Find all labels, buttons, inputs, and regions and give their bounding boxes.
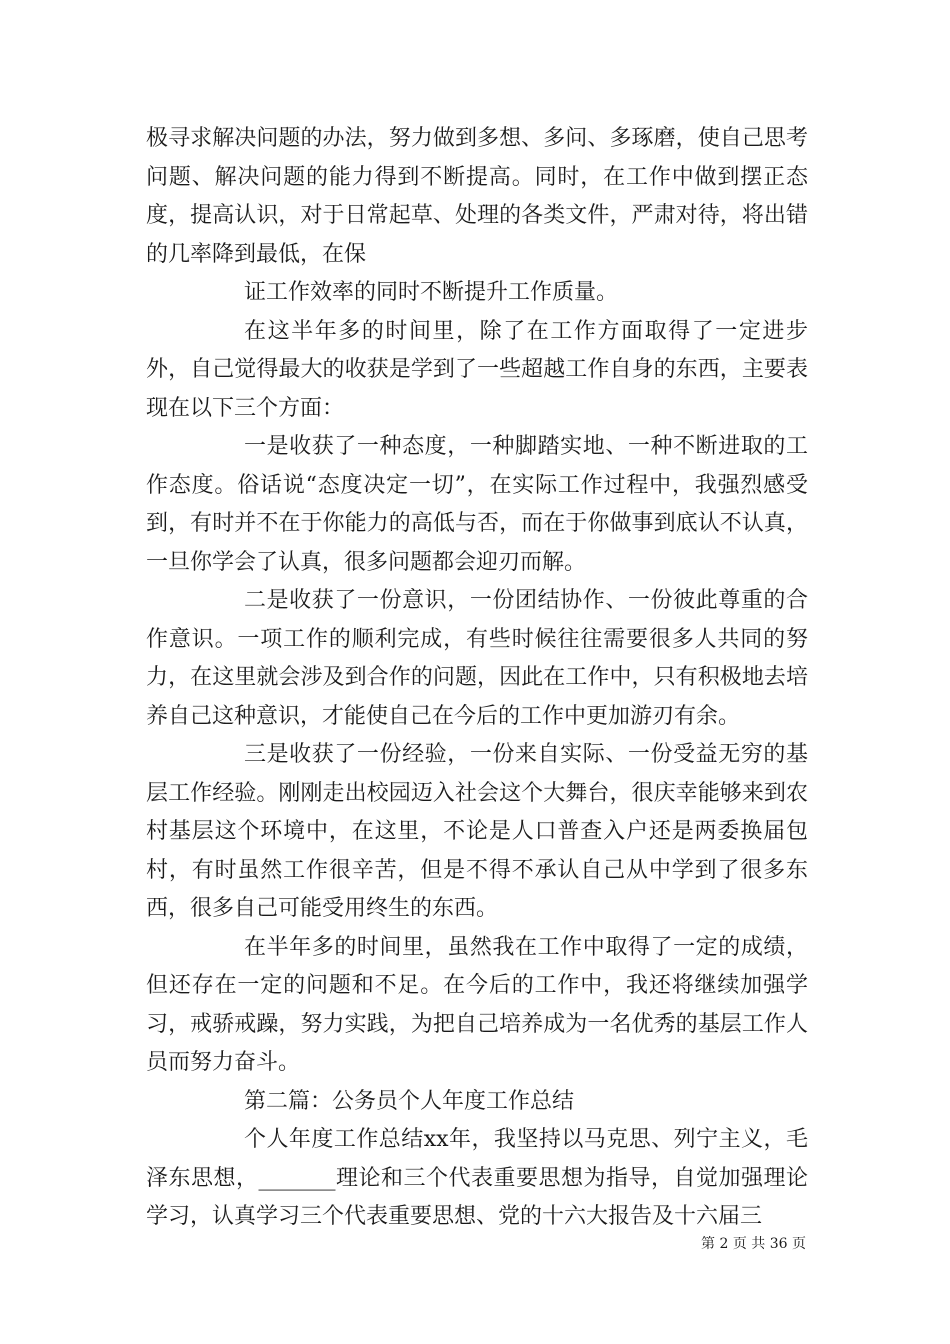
- paragraph-5: 二是收获了一份意识，一份团结协作、一份彼此尊重的合作意识。一项工作的顺利完成，有些时候往往需要很多人共同的努力，在这里就会涉及到合作的问题，因此在工作中，只有积极地去培养自己这种意识，才能使自己在今后的工作中更加游刃有余。: [146, 588, 808, 729]
- paragraph-9-part1: 个人年度工作总结xx年，我坚持以马克思、列宁主义，毛泽东思想，: [146, 1127, 808, 1191]
- redacted-blank: _______: [258, 1165, 336, 1191]
- paragraph-9-part2: 理论和三个代表重要思想为指导，自觉加强理论学习，认真学习三个代表重要思想、党的十六大报告及十六届三: [146, 1165, 808, 1229]
- paragraph-6: 三是收获了一份经验，一份来自实际、一份受益无穷的基层工作经验。刚刚走出校园迈入社会这个大舞台，很庆幸能够来到农村基层这个环境中，在这里，不论是人口普查入户还是两委换届包村，有时虽然工作很辛苦，但是不得不承认自己从中学到了很多东西，很多自己可能受用终生的东西。: [146, 742, 808, 921]
- paragraph-1: 极寻求解决问题的办法，努力做到多想、多问、多琢磨，使自己思考问题、解决问题的能力得到不断提高。同时，在工作中做到摆正态度，提高认识，对于日常起草、处理的各类文件，严肃对待，将出错的几率降到最低，在保: [146, 126, 808, 267]
- paragraph-4: 一是收获了一种态度，一种脚踏实地、一种不断进取的工作态度。俗话说“态度决定一切”，在实际工作过程中，我强烈感受到，有时并不在于你能力的高低与否，而在于你做事到底认不认真，一旦你学会了认真，很多问题都会迎刃而解。: [146, 434, 808, 575]
- paragraph-2: 证工作效率的同时不断提升工作质量。: [244, 280, 619, 305]
- paragraph-9: [146, 1121, 808, 1237]
- page-number-footer: 第 2 页 共 36 页: [701, 1236, 806, 1252]
- document-body: [146, 120, 808, 1237]
- section-heading: 第二篇：公务员个人年度工作总结: [244, 1088, 575, 1114]
- paragraph-3: 在这半年多的时间里，除了在工作方面取得了一定进步外，自己觉得最大的收获是学到了一些超越工作自身的东西，主要表现在以下三个方面：: [146, 318, 808, 421]
- paragraph-7: 在半年多的时间里，虽然我在工作中取得了一定的成绩，但还存在一定的问题和不足。在今后的工作中，我还将继续加强学习，戒骄戒躁，努力实践，为把自己培养成为一名优秀的基层工作人员而努力奋斗。: [146, 934, 808, 1075]
